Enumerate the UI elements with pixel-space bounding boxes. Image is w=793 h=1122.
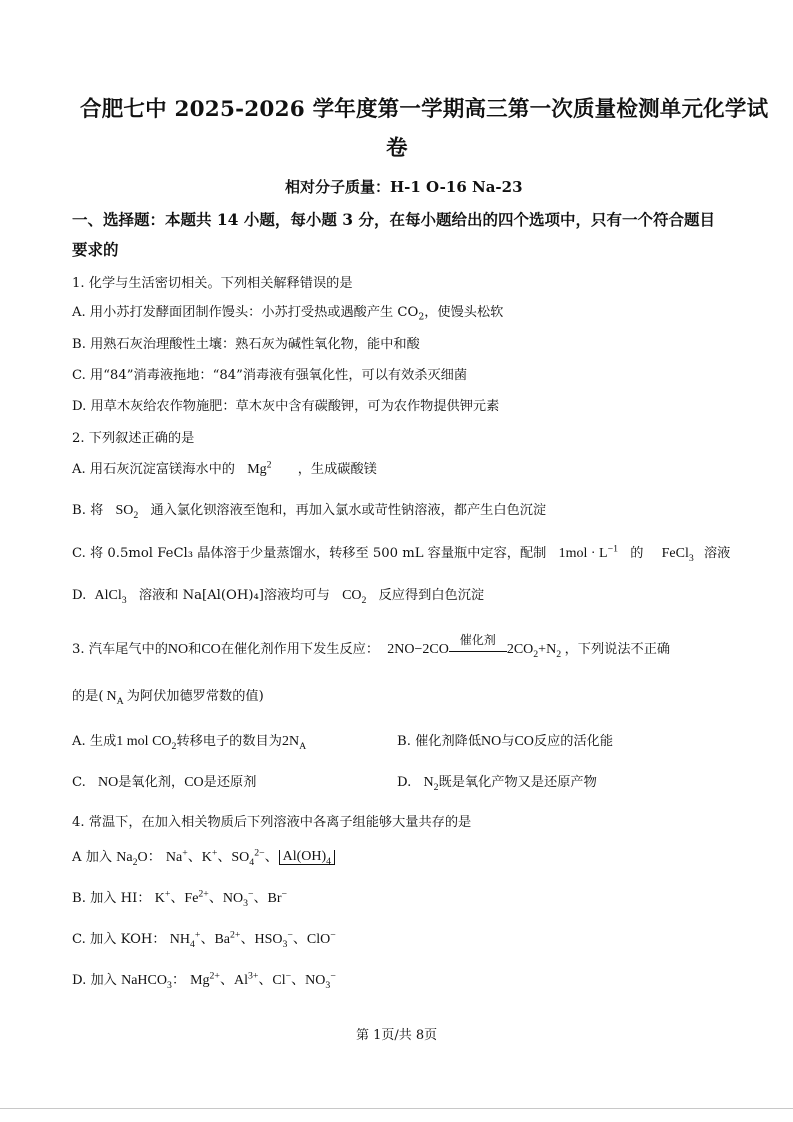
q4d-no3-charge: −	[330, 970, 336, 982]
q4b-k: K	[154, 891, 165, 906]
q3-na	[106, 689, 124, 707]
q1-stem: 1. 化学与生活密切相关。下列相关解释错误的是	[72, 276, 353, 291]
q2-d-text: D.	[72, 588, 87, 603]
q4a-reagent-end: O：	[137, 850, 162, 865]
q4a-so4-sub: 4	[249, 856, 255, 868]
q4d-sep1: 、	[219, 973, 234, 988]
q3-d-n2	[423, 775, 439, 793]
q3-b-no: NO	[481, 734, 502, 749]
q2-b-formula	[115, 503, 139, 521]
q4c-nh4-charge: +	[194, 929, 201, 941]
catalyst-label: 催化剂	[459, 632, 496, 647]
q3-a-mid: 转移电子的数目为	[176, 734, 282, 749]
q4-d-text: D. 加入	[72, 973, 117, 988]
alcl3-sub: 3	[121, 594, 127, 606]
q4d-reagent-text: NaHCO	[121, 973, 167, 988]
q2-d-co2	[342, 588, 367, 606]
q4a-k: K	[201, 850, 212, 865]
q4d-sep2: 、	[258, 973, 273, 988]
q4c-sep2: 、	[240, 932, 255, 947]
q4b-no3-charge: −	[247, 888, 254, 900]
q4b-fe-charge: 2+	[198, 888, 209, 900]
q2-a-formula	[247, 459, 272, 477]
q1-option-c: C. 用“84”消毒液拖地：“84”消毒液有强氧化性，可以有效杀灭细菌	[72, 368, 468, 383]
atomic-masses: 相对分子质量：H-1 O-16 Na-23	[285, 178, 523, 196]
q3-stem-tail: ，下列说法不正确	[564, 642, 671, 657]
q4a-so4: SO	[231, 850, 250, 865]
q3-option-b	[397, 730, 613, 750]
q3-stem-text: 3. 汽车尾气中的	[72, 642, 168, 657]
alcl3-text: AlCl	[94, 588, 122, 603]
q3-c-tail: 是还原剂	[203, 775, 257, 790]
q3-a-mol	[116, 734, 177, 752]
q2-c-fecl3	[661, 546, 694, 564]
q2-stem: 2. 下列叙述正确的是	[72, 431, 195, 446]
q4a-aloh4: Al(OH)	[282, 849, 327, 865]
q4a-na-charge: +	[182, 847, 188, 859]
q4c-hso3: HSO	[254, 932, 283, 947]
q3-stem-line2	[72, 685, 264, 705]
q3-a-na	[281, 734, 307, 752]
q4a-na: Na	[165, 850, 183, 865]
co2-text: CO	[342, 588, 362, 603]
q3-d-text: D.	[397, 775, 412, 790]
q4b-fe: Fe	[184, 891, 199, 906]
mg-symbol: Mg	[247, 462, 267, 477]
q4a-k-charge: +	[211, 847, 218, 859]
q3-b-text: B. 催化剂降低	[397, 734, 482, 749]
so2-symbol: SO	[115, 503, 134, 518]
q4c-clo-charge: −	[330, 929, 336, 941]
q4d-cl-charge: −	[285, 970, 292, 982]
q4b-sep3: 、	[253, 891, 268, 906]
q3-equation	[387, 632, 564, 660]
q4d-cl: Cl	[272, 973, 286, 988]
q3-c-mid: 是氧化剂，	[118, 775, 185, 790]
conc-text: 1mol · L	[558, 546, 608, 561]
q4-option-a	[72, 846, 335, 866]
q3-line2-pre: 的是(	[72, 689, 104, 704]
q4d-no3: NO	[305, 973, 326, 988]
q4c-sep3: 、	[292, 932, 307, 947]
fecl3-sub: 3	[688, 552, 694, 564]
q4-b-ions	[154, 888, 288, 909]
q4d-sep3: 、	[291, 973, 306, 988]
q2-a-text: A. 用石灰沉淀富镁海水中的	[72, 462, 235, 477]
page-number: 第 1页/共 8页	[356, 1028, 438, 1043]
na-sub: A	[116, 695, 124, 707]
q2-c-conc	[558, 543, 619, 561]
fecl3-text: FeCl	[661, 546, 689, 561]
eq-left: 2NO−2CO	[387, 642, 449, 657]
q3-option-d	[397, 771, 597, 791]
q3-d-tail: 既是氧化产物又是还原产物	[438, 775, 597, 790]
section-heading-line2: 要求的	[72, 240, 119, 259]
q4c-nh4-sub: 4	[190, 938, 195, 950]
two-na-text: 2N	[281, 734, 300, 749]
q4b-sep1: 、	[170, 891, 185, 906]
eq-right2-sub: 2	[556, 648, 562, 660]
q4d-al: Al	[233, 973, 248, 988]
na-text: N	[106, 689, 117, 704]
q4-c-text: C. 加入 KOH：	[72, 932, 166, 947]
q4-d-reagent	[121, 973, 186, 991]
q2-c-mid: 的	[630, 546, 644, 561]
n2-text: N	[423, 775, 434, 790]
exam-title-line2: 卷	[386, 136, 408, 161]
q4d-mg-charge: 2+	[209, 970, 220, 982]
catalyst-arrow	[449, 632, 507, 657]
q4a-sep1: 、	[187, 850, 202, 865]
q4a-aloh4-bracket	[279, 849, 335, 868]
q4b-k-charge: +	[164, 888, 171, 900]
q4a-reagent-text: Na	[116, 850, 133, 865]
mg-charge: 2	[266, 459, 272, 471]
so2-sub: 2	[133, 509, 139, 521]
q4-stem: 4. 常温下，在加入相关物质后下列溶液中各离子组能够大量共存的是	[72, 815, 472, 830]
q4a-reagent-sub: 2	[132, 856, 138, 868]
one-mol-sub: 2	[171, 740, 177, 752]
q3-b-tail: 反应的活化能	[533, 734, 614, 749]
q4a-sep3: 、	[264, 850, 279, 865]
eq-right2: +N	[538, 642, 557, 657]
q2-d-tail: 反应得到白色沉淀	[378, 588, 485, 603]
q4-option-c	[72, 928, 336, 948]
q2-option-d	[72, 584, 484, 604]
q2-d-alcl3	[94, 588, 127, 606]
eq-right-sub: 2	[533, 648, 539, 660]
q1-option-a	[72, 301, 504, 323]
q4c-hso3-charge: −	[287, 929, 293, 941]
q4d-al-charge: 3+	[247, 970, 259, 982]
q2-option-a	[72, 458, 377, 478]
page-divider	[0, 1108, 793, 1109]
q4-option-b	[72, 887, 287, 907]
q4a-aloh4-sub: 4	[326, 856, 332, 868]
q1-a-tail: ，使馒头松软	[424, 305, 504, 320]
q4b-no3: NO	[222, 891, 244, 906]
q4-a-reagent	[116, 850, 162, 868]
q4-option-d	[72, 969, 336, 989]
q4-c-ions	[169, 929, 336, 950]
q4c-hso3-sub: 3	[282, 938, 288, 950]
one-mol-text: 1 mol CO	[116, 734, 172, 749]
q4b-br-charge: −	[281, 888, 288, 900]
q4a-sep2: 、	[217, 850, 232, 865]
q1-option-d: D. 用草木灰给农作物施肥：草木灰中含有碳酸钾，可为农作物提供钾元素	[72, 399, 500, 414]
q3-and: 和	[188, 642, 202, 657]
q4-a-text: A 加入	[72, 850, 113, 865]
n2-sub: 2	[433, 781, 439, 793]
q3-stem	[72, 632, 671, 660]
q3-c-no: NO	[98, 775, 119, 790]
q2-c-text: C. 将 0.5mol FeCl₃ 晶体溶于少量蒸馏水，转移至 500 mL 容量瓶中定容，配制	[72, 546, 547, 561]
q4d-mg: Mg	[190, 973, 210, 988]
q3-c-co: CO	[184, 775, 204, 790]
q2-d-mid: 溶液和 Na[Al(OH)₄]溶液均可与	[138, 588, 330, 603]
q2-a-tail: ，生成碳酸镁	[297, 462, 377, 477]
q3-stem-mid: 在催化剂作用下发生反应：	[220, 642, 380, 657]
exam-title-line1: 合肥七中 2025-2026 学年度第一学期高三第一次质量检测单元化学试	[80, 97, 769, 122]
q4d-reagent-sub: 3	[166, 979, 172, 991]
q3-c-text: C.	[72, 775, 86, 790]
q2-b-tail: 通入氯化钡溶液至饱和，再加入氯水或苛性钠溶液，都产生白色沉淀	[150, 503, 547, 518]
q2-b-text: B. 将	[72, 503, 104, 518]
co2-sub: 2	[361, 594, 367, 606]
q4b-no3-sub: 3	[243, 897, 248, 909]
q4b-sep2: 、	[208, 891, 223, 906]
two-na-sub: A	[299, 740, 307, 752]
q3-co: CO	[201, 642, 221, 657]
q4-d-ions	[190, 970, 336, 991]
q4-b-text: B. 加入 HI：	[72, 891, 151, 906]
q3-line2-tail: 为阿伏加德罗常数的值)	[126, 689, 264, 704]
q3-a-text: A. 生成	[72, 734, 117, 749]
q1-a-text: A. 用小苏打发酵面团制作馒头：小苏打受热或遇酸产生 CO	[72, 305, 419, 320]
q3-no: NO	[167, 642, 189, 657]
q4c-clo: ClO	[306, 932, 331, 947]
q4d-no3-sub: 3	[325, 979, 331, 991]
q4-a-ions	[165, 847, 335, 868]
q2-option-b	[72, 499, 546, 519]
q1-option-b: B. 用熟石灰治理酸性土壤：熟石灰为碱性氧化物，能中和酸	[72, 337, 420, 352]
arrow-bar	[449, 651, 507, 652]
q4b-br: Br	[267, 891, 282, 906]
q4c-sep1: 、	[200, 932, 215, 947]
q3-option-c	[72, 771, 256, 791]
q3-b-co: CO	[514, 734, 534, 749]
q4d-colon: ：	[171, 973, 186, 988]
eq-right: 2CO	[506, 642, 534, 657]
q2-option-c	[72, 542, 730, 562]
q4c-ba-charge: 2+	[230, 929, 241, 941]
conc-sup: −1	[607, 543, 619, 555]
q4c-ba: Ba	[214, 932, 231, 947]
q3-option-a	[72, 730, 306, 750]
q2-c-tail: 溶液	[703, 546, 731, 561]
q3-b-mid: 与	[501, 734, 515, 749]
q4a-so4-charge: 2−	[254, 847, 265, 859]
q4c-nh4: NH	[169, 932, 191, 947]
section-heading-line1: 一、选择题：本题共 14 小题，每小题 3 分，在每小题给出的四个选项中，只有一个符合题目	[72, 210, 715, 229]
q1-a-sub: 2	[418, 311, 425, 323]
